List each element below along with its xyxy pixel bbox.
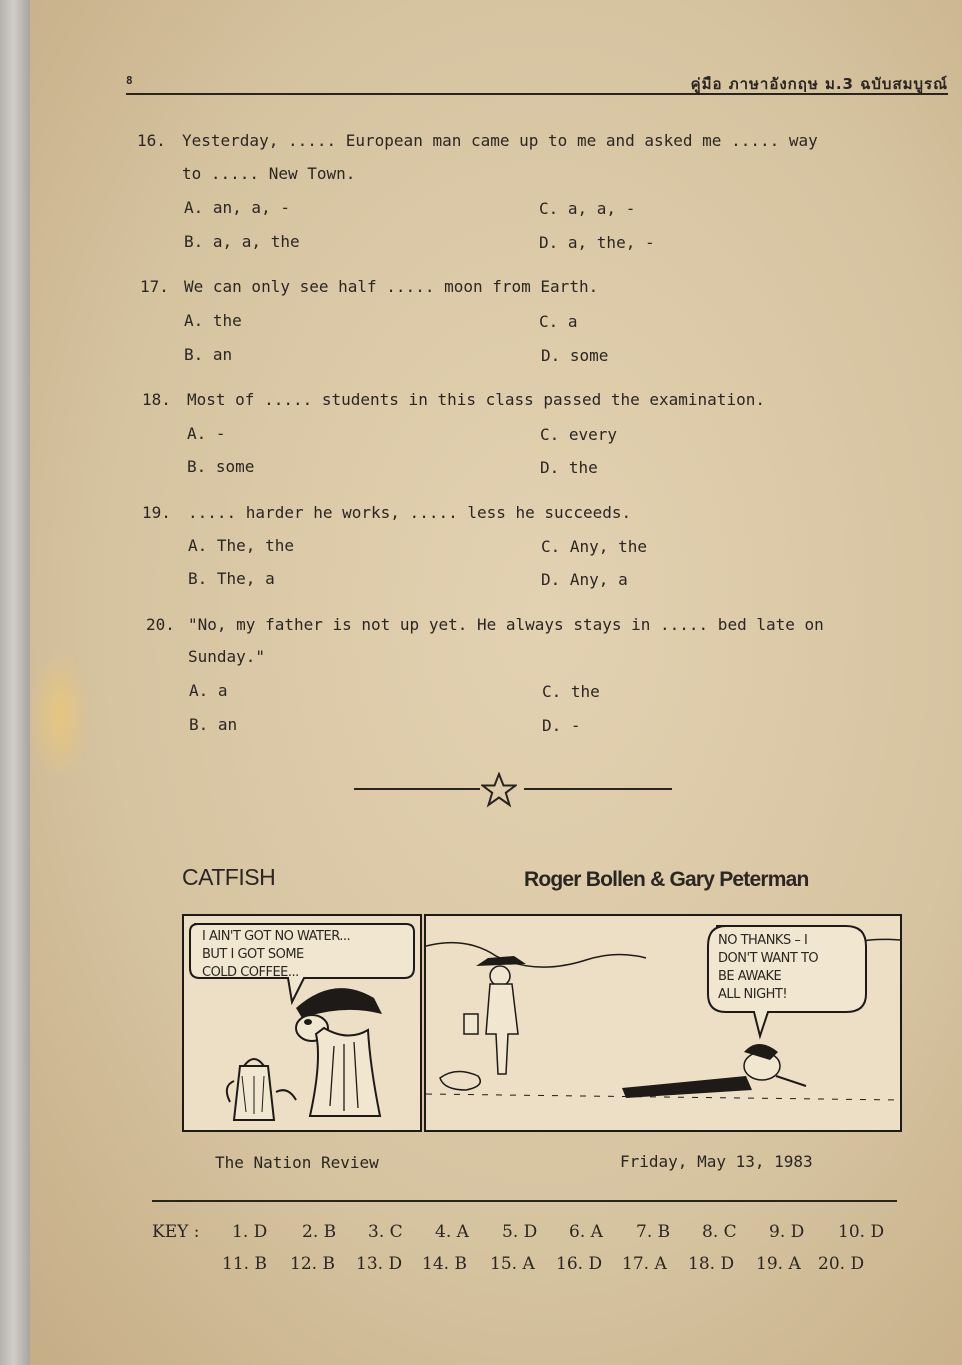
option-d: D. -: [542, 716, 581, 735]
option-d: D. Any, a: [541, 570, 628, 589]
speech-line: DON'T WANT TO: [718, 951, 819, 966]
option-c: C. a, a, -: [539, 199, 636, 218]
question-text-line: Yesterday, ..... European man came up to me and asked me ..... way: [182, 131, 818, 150]
cartoon-date: Friday, May 13, 1983: [620, 1152, 813, 1171]
speech-line: NO THANKS – I: [718, 933, 808, 948]
question-text-line: Sunday.": [188, 647, 266, 666]
option-c: C. Any, the: [541, 537, 647, 556]
cartoon-source: The Nation Review: [215, 1153, 379, 1172]
page-header: [126, 70, 948, 94]
key-answer: 20. D: [818, 1254, 865, 1274]
speech-line: ALL NIGHT!: [718, 987, 788, 1002]
option-c: C. the: [542, 682, 600, 701]
key-answer: 6. A: [569, 1222, 603, 1242]
key-answer: 18. D: [688, 1254, 735, 1274]
key-answer: 10. D: [838, 1222, 885, 1242]
question-text-line: Most of ..... students in this class passed the examination.: [187, 390, 765, 409]
speech-line: COLD COFFEE...: [202, 965, 299, 980]
cartoon-panel-1: [182, 914, 422, 1132]
option-b: B. a, a, the: [184, 232, 300, 251]
question-text-line: to ..... New Town.: [182, 164, 356, 183]
speech-bubble-2: [718, 932, 818, 1004]
desert-scene-illustration: [426, 916, 900, 1130]
key-label: KEY :: [152, 1222, 200, 1242]
question-number: 16.: [137, 131, 166, 150]
key-answer: 15. A: [490, 1254, 535, 1274]
key-answer: 8. C: [702, 1222, 737, 1242]
option-b: B. some: [187, 457, 255, 476]
cartoon-panel-2: [424, 914, 902, 1132]
key-answer: 17. A: [622, 1254, 667, 1274]
option-a: A. The, the: [188, 536, 294, 555]
option-b: B. The, a: [188, 569, 275, 588]
key-answer: 3. C: [368, 1222, 403, 1242]
key-answer: 16. D: [556, 1254, 603, 1274]
header-rule: [126, 93, 948, 95]
question-number: 18.: [142, 390, 171, 409]
star-icon: [481, 772, 517, 808]
key-answer: 4. A: [435, 1222, 469, 1242]
divider-right: [524, 788, 672, 790]
speech-line: BE AWAKE: [718, 969, 782, 984]
key-answer: 5. D: [502, 1222, 538, 1242]
option-c: C. every: [540, 425, 618, 444]
question-text-line: "No, my father is not up yet. He always stays in ..... bed late on: [188, 615, 824, 634]
page-stain: [30, 650, 90, 780]
book-title: คู่มือ ภาษาอังกฤษ ม.3 ฉบับสมบูรณ์: [690, 75, 948, 93]
option-a: A. -: [187, 424, 226, 443]
key-answer: 11. B: [222, 1254, 267, 1274]
answer-key-row-2: [222, 1254, 922, 1278]
option-d: D. some: [541, 346, 609, 365]
speech-bubble-1: [202, 928, 350, 982]
option-b: B. an: [189, 715, 238, 734]
key-answer: 9. D: [769, 1222, 805, 1242]
option-d: D. the: [540, 458, 598, 477]
page-number: 8: [126, 74, 133, 87]
option-c: C. a: [539, 312, 578, 331]
option-d: D. a, the, -: [539, 233, 655, 252]
key-answer: 2. B: [302, 1222, 337, 1242]
cartoon-authors: Roger Bollen & Gary Peterman: [524, 868, 809, 891]
option-a: A. an, a, -: [184, 198, 290, 217]
option-b: B. an: [184, 345, 233, 364]
key-answer: 1. D: [232, 1222, 268, 1242]
question-text-line: ..... harder he works, ..... less he succeeds.: [188, 503, 632, 522]
question-number: 17.: [140, 277, 169, 296]
key-answer: 19. A: [756, 1254, 801, 1274]
book-binding-edge: [0, 0, 30, 1365]
question-number: 20.: [146, 615, 175, 634]
option-a: A. the: [184, 311, 242, 330]
speech-line: I AIN'T GOT NO WATER...: [202, 929, 351, 944]
key-answer: 7. B: [636, 1222, 671, 1242]
page: [30, 0, 962, 1365]
question-number: 19.: [142, 503, 171, 522]
option-a: A. a: [189, 681, 228, 700]
answer-key-row-1: [152, 1222, 912, 1246]
cartoon-title: CATFISH: [182, 864, 276, 890]
question-text-line: We can only see half ..... moon from Earth.: [184, 277, 599, 296]
key-rule: [152, 1200, 897, 1202]
key-answer: 14. B: [422, 1254, 467, 1274]
key-answer: 12. B: [290, 1254, 335, 1274]
key-answer: 13. D: [356, 1254, 403, 1274]
speech-line: BUT I GOT SOME: [202, 947, 304, 962]
divider-left: [354, 788, 480, 790]
